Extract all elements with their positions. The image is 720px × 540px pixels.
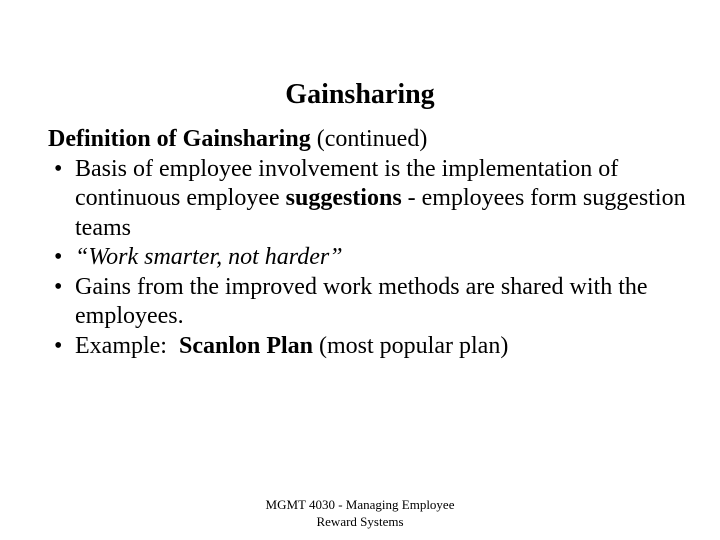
bullet-icon: • bbox=[54, 273, 63, 300]
bullet-text-bold: Scanlon Plan bbox=[178, 332, 314, 359]
footer-line-1: MGMT 4030 - Managing Employee bbox=[265, 497, 455, 512]
slide-footer bbox=[0, 496, 720, 530]
definition-heading-rest: (continued) bbox=[310, 126, 428, 152]
footer-line-2: Reward Systems bbox=[316, 514, 404, 529]
bullet-text-bold: suggestions bbox=[285, 185, 402, 211]
slide-title bbox=[0, 78, 720, 112]
definition-heading-bold: Definition of Gainsharing bbox=[48, 126, 311, 152]
slide-body bbox=[48, 125, 688, 361]
bullet-item-involvement bbox=[48, 155, 688, 244]
bullet-item-slogan bbox=[48, 243, 688, 273]
bullet-text-part2: - employees form suggestion teams bbox=[75, 185, 686, 241]
bullet-text-italic: “Work smarter, not harder” bbox=[75, 244, 343, 270]
bullet-item-gains bbox=[48, 273, 688, 332]
definition-heading bbox=[48, 125, 688, 155]
bullet-icon: • bbox=[54, 155, 63, 182]
slide-title-text: Gainsharing bbox=[285, 79, 435, 110]
bullet-icon: • bbox=[54, 244, 63, 270]
bullet-item-example bbox=[48, 332, 688, 362]
bullet-text-prefix: Example: bbox=[75, 332, 179, 359]
bullet-text: Gains from the improved work methods are shared with the employees. bbox=[75, 273, 648, 329]
bullet-text-part1: Basis of employee involvement is the implementation of continuous employee bbox=[75, 155, 619, 211]
bullet-list bbox=[48, 155, 688, 362]
bullet-text-suffix: (most popular plan) bbox=[313, 332, 509, 359]
bullet-icon: • bbox=[54, 332, 63, 359]
